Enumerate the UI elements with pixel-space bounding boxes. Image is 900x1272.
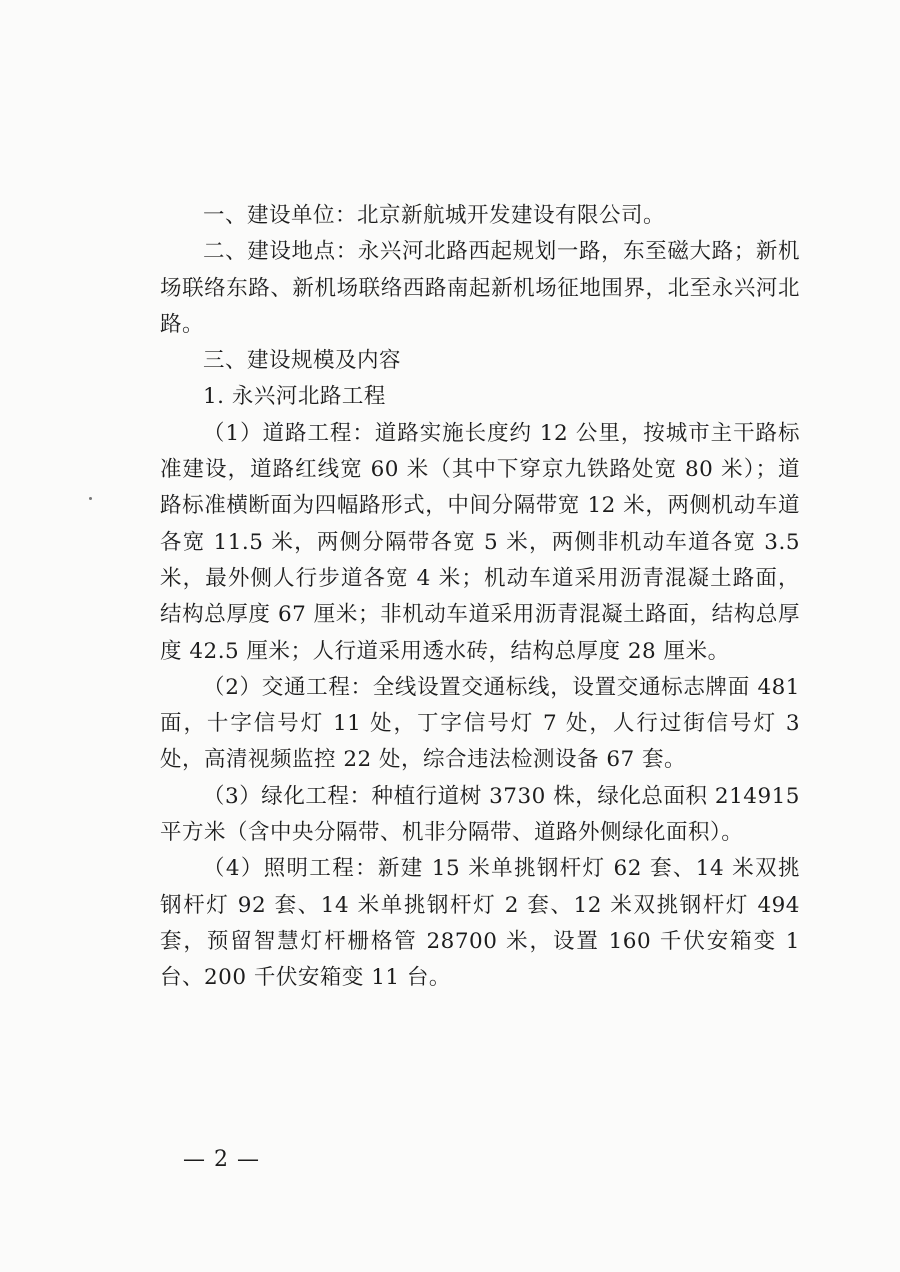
paragraph-road-works: （1）道路工程：道路实施长度约 12 公里，按城市主干路标准建设，道路红线宽 60 米（其中下穿京九铁路处宽 80 米）；道路标准横断面为四幅路形式，中间分隔带宽 12 米，两侧机动车道各宽 11.5 米，两侧分隔带各宽 5 米，两侧非机动车道各宽 3.5 米，最外侧人行步道各宽 4 米；机动车道采用沥青混凝土路面，结构总厚度 67 厘米；非机动车道采用沥青混凝土路面，结构总厚度 42.5 厘米；人行道采用透水砖，结构总厚度 28 厘米。 (160, 420, 800, 664)
paragraph-greening-works: （3）绿化工程：种植行道树 3730 株，绿化总面积 214915 平方米（含中央分隔带、机非分隔带、道路外侧绿化面积）。 (160, 783, 800, 846)
scan-speck (89, 497, 92, 500)
document-body (160, 198, 800, 997)
paragraph-traffic-works: （2）交通工程：全线设置交通标线，设置交通标志牌面 481 面，十字信号灯 11 处，丁字信号灯 7 处，人行过街信号灯 3 处，高清视频监控 22 处，综合违法检测设备 67 套。 (160, 674, 800, 773)
paragraph-lighting-works: （4）照明工程：新建 15 米单挑钢杆灯 62 套、14 米双挑钢杆灯 92 套、14 米单挑钢杆灯 2 套、12 米双挑钢杆灯 494 套，预留智慧灯杆栅格管 28700 米，设置 160 千伏安箱变 1 台、200 千伏安箱变 11 台。 (160, 856, 800, 991)
heading-scale-and-content: 三、建设规模及内容 (203, 348, 402, 374)
page-number: — 2 — (183, 1147, 260, 1172)
paragraph-construction-unit: 一、建设单位：北京新航城开发建设有限公司。 (203, 203, 666, 228)
paragraph-construction-site: 二、建设地点：永兴河北路西起规划一路，东至磁大路；新机场联络东路、新机场联络西路南起新机场征地围界，北至永兴河北路。 (160, 239, 800, 337)
heading-yongxinghe-north-road: 1. 永兴河北路工程 (203, 384, 386, 410)
